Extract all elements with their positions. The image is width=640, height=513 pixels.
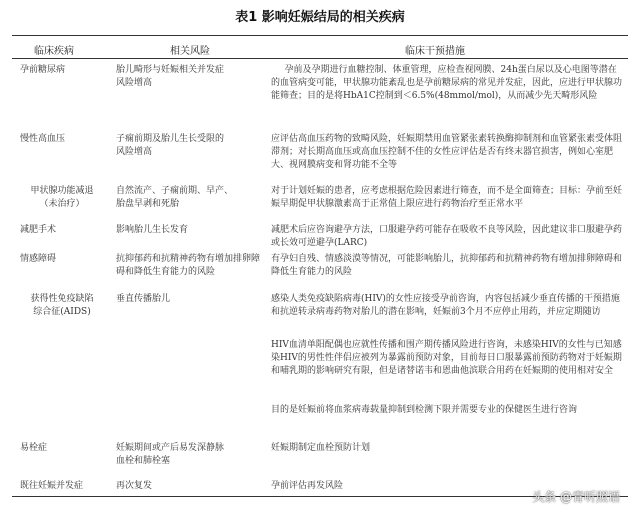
- row-8-intervention: 妊娠期制定血栓预防计划: [271, 443, 371, 453]
- header-intervention: 临床干预措施: [405, 46, 465, 57]
- header-disease: 临床疾病: [34, 46, 74, 57]
- row-1-disease: 慢性高血压: [20, 134, 66, 144]
- table-title: 表1 影响妊娠结局的相关疾病: [235, 10, 405, 25]
- row-5-risk: 垂直传播胎儿: [116, 294, 171, 304]
- top-rule: [12, 35, 628, 36]
- row-0-intervention: 孕前及孕期进行血糖控制、体重管理，应检查视网膜、24h蛋白尿以及心电图等潜在的血管病变可能，甲状腺功能紊乱也是孕前糖尿病的常见并发症，因此，应进行甲状腺功能筛查；目的是将HbA1C控制到＜6.5%(48mmol/mol)，从而减少先天畸形风险: [271, 65, 623, 101]
- row-9-disease: 既往妊娠并发症: [20, 481, 84, 491]
- row-8-risk: 妊娠期间或产后易发深静脉 血栓和肺栓塞: [116, 443, 225, 466]
- row-4-risk: 抗抑郁药和抗精神药物有增加排卵障碍和降低生育能力的风险: [116, 254, 261, 277]
- row-2-intervention: 对于计划妊娠的患者，应考虑根据危险因素进行筛查，而不是全面筛查；目标：孕前至妊娠早期促甲状腺激素高于正常值上限应进行药物治疗至正常水平: [271, 186, 623, 209]
- row-3-risk: 影响胎儿生长发育: [116, 225, 189, 235]
- row-1-risk: 子痫前期及胎儿生长受限的 风险增高: [116, 134, 225, 157]
- header-risk: 相关风险: [170, 46, 210, 57]
- header-rule: [12, 58, 628, 59]
- row-7-intervention: 目的是妊娠前将血浆病毒载量抑制到检测下限并需要专业的保健医生进行咨询: [271, 405, 578, 415]
- row-1-intervention: 应评估高血压药物的致畸风险，妊娠期禁用血管紧张素转换酶抑制剂和血管紧张素受体阻滞剂；对长期高血压或高血压控制不佳的女性应评估是否有终末器官损害，例如心室肥大、视网膜病变和肾功能不全等: [271, 134, 623, 170]
- row-5-intervention: 感染人类免疫缺陷病毒(HIV)的女性应接受孕前咨询，内容包括减少垂直传播的干预措施和抗逆转录病毒药物对胎儿的潜在影响，妊娠前3个月不应停止用药，并应定期随访: [271, 294, 620, 317]
- row-5-disease: 获得性免疫缺陷 综合征(AIDS): [30, 294, 94, 317]
- row-4-disease: 情感障碍: [20, 254, 57, 264]
- row-3-intervention: 减肥术后应咨询避孕方法，口服避孕药可能存在吸收不良等风险，因此建议非口服避孕药或长效可逆避孕(LARC): [271, 225, 623, 248]
- row-4-intervention: 有孕妇自残、情感淡漠等情况，可能影响胎儿，抗抑郁药和抗精神药物有增加排卵障碍和降低生育能力的风险: [271, 254, 623, 277]
- row-2-risk: 自然流产、子痫前期、早产、 胎盘早剥和死胎: [116, 186, 234, 209]
- row-0-risk: 胎儿畸形与妊娠相关并发症 风险增高: [116, 65, 225, 88]
- row-0-disease: 孕前糖尿病: [20, 65, 66, 75]
- row-8-disease: 易栓症: [20, 443, 48, 453]
- row-6-intervention: HIV血清单阳配偶也应就性传播和围产期传播风险进行咨询，未感染HIV的女性与已知感染HIV的男性性伴侣应被列为暴露前预防对象，目前每日口服暴露前预防药物对于妊娠期和哺乳期的影响研究有限，但是诸替诺韦和恩曲他滨联合用药在妊娠期的使用相对安全: [271, 340, 622, 376]
- row-9-intervention: 孕前评估再发风险: [271, 481, 344, 491]
- row-2-disease: 甲状腺功能减退 （未治疗）: [30, 186, 94, 209]
- row-9-risk: 再次复发: [116, 481, 153, 491]
- watermark: 头条 @青听照语: [532, 490, 620, 504]
- row-3-disease: 减肥手术: [20, 225, 57, 235]
